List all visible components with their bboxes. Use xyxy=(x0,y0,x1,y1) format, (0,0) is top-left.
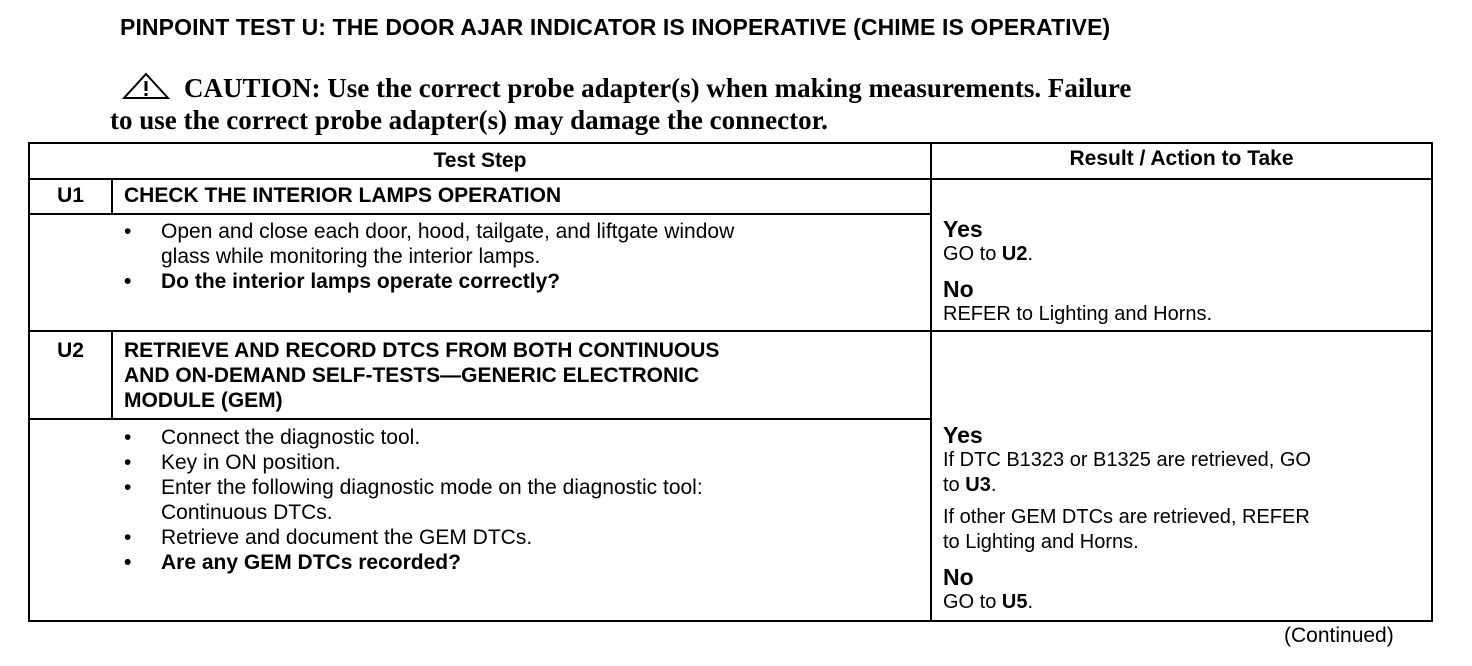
header-result: Result / Action to Take xyxy=(1069,147,1294,170)
continued-note: (Continued) xyxy=(1284,624,1394,647)
yes-label: Yes xyxy=(943,216,983,242)
result-u1: Yes GO to U2. No REFER to Lighting and Horns. xyxy=(943,216,1213,325)
step-id-u1: U1 xyxy=(57,184,84,207)
no-label: No xyxy=(943,564,974,590)
step-items-u2 xyxy=(124,425,703,575)
step-title-u1: CHECK THE INTERIOR LAMPS OPERATION xyxy=(124,184,562,207)
result-u2: Yes If DTC B1323 or B1325 are retrieved, GO to U3. If other GEM DTCs are retrieved, REFER to Lighting and Horns. No GO to U5. xyxy=(943,422,1311,613)
list-item: • Connect the diagnostic tool. xyxy=(124,426,421,449)
list-item: • Retrieve and document the GEM DTCs. xyxy=(124,526,533,549)
list-item: • Open and close each door, hood, tailgate, and liftgate window glass while monitoring the interior lamps. xyxy=(124,220,735,268)
list-item: • Key in ON position. xyxy=(124,451,341,474)
warning-triangle-icon xyxy=(122,72,170,100)
yes-label: Yes xyxy=(943,422,983,448)
step-title-u2: RETRIEVE AND RECORD DTCS FROM BOTH CONTINUOUS AND ON-DEMAND SELF-TESTS—GENERIC ELECTRONIC MODULE (GEM) xyxy=(124,339,720,412)
list-item: • Enter the following diagnostic mode on the diagnostic tool: Continuous DTCs. xyxy=(124,476,703,524)
no-label: No xyxy=(943,276,974,302)
step-items-u1 xyxy=(124,219,734,294)
list-item: • Are any GEM DTCs recorded? xyxy=(124,551,461,574)
page-title: PINPOINT TEST U: THE DOOR AJAR INDICATOR IS INOPERATIVE (CHIME IS OPERATIVE) xyxy=(120,14,1111,40)
list-item: • Do the interior lamps operate correctly? xyxy=(124,270,561,293)
test-table xyxy=(28,142,1433,622)
header-test-step: Test Step xyxy=(433,149,527,172)
caution-line-1: CAUTION: Use the correct probe adapter(s) when making measurements. Failure xyxy=(184,73,1132,103)
step-id-u2: U2 xyxy=(57,339,84,362)
caution-line-2: to use the correct probe adapter(s) may damage the connector. xyxy=(110,105,828,135)
caution-notice xyxy=(110,72,1330,136)
